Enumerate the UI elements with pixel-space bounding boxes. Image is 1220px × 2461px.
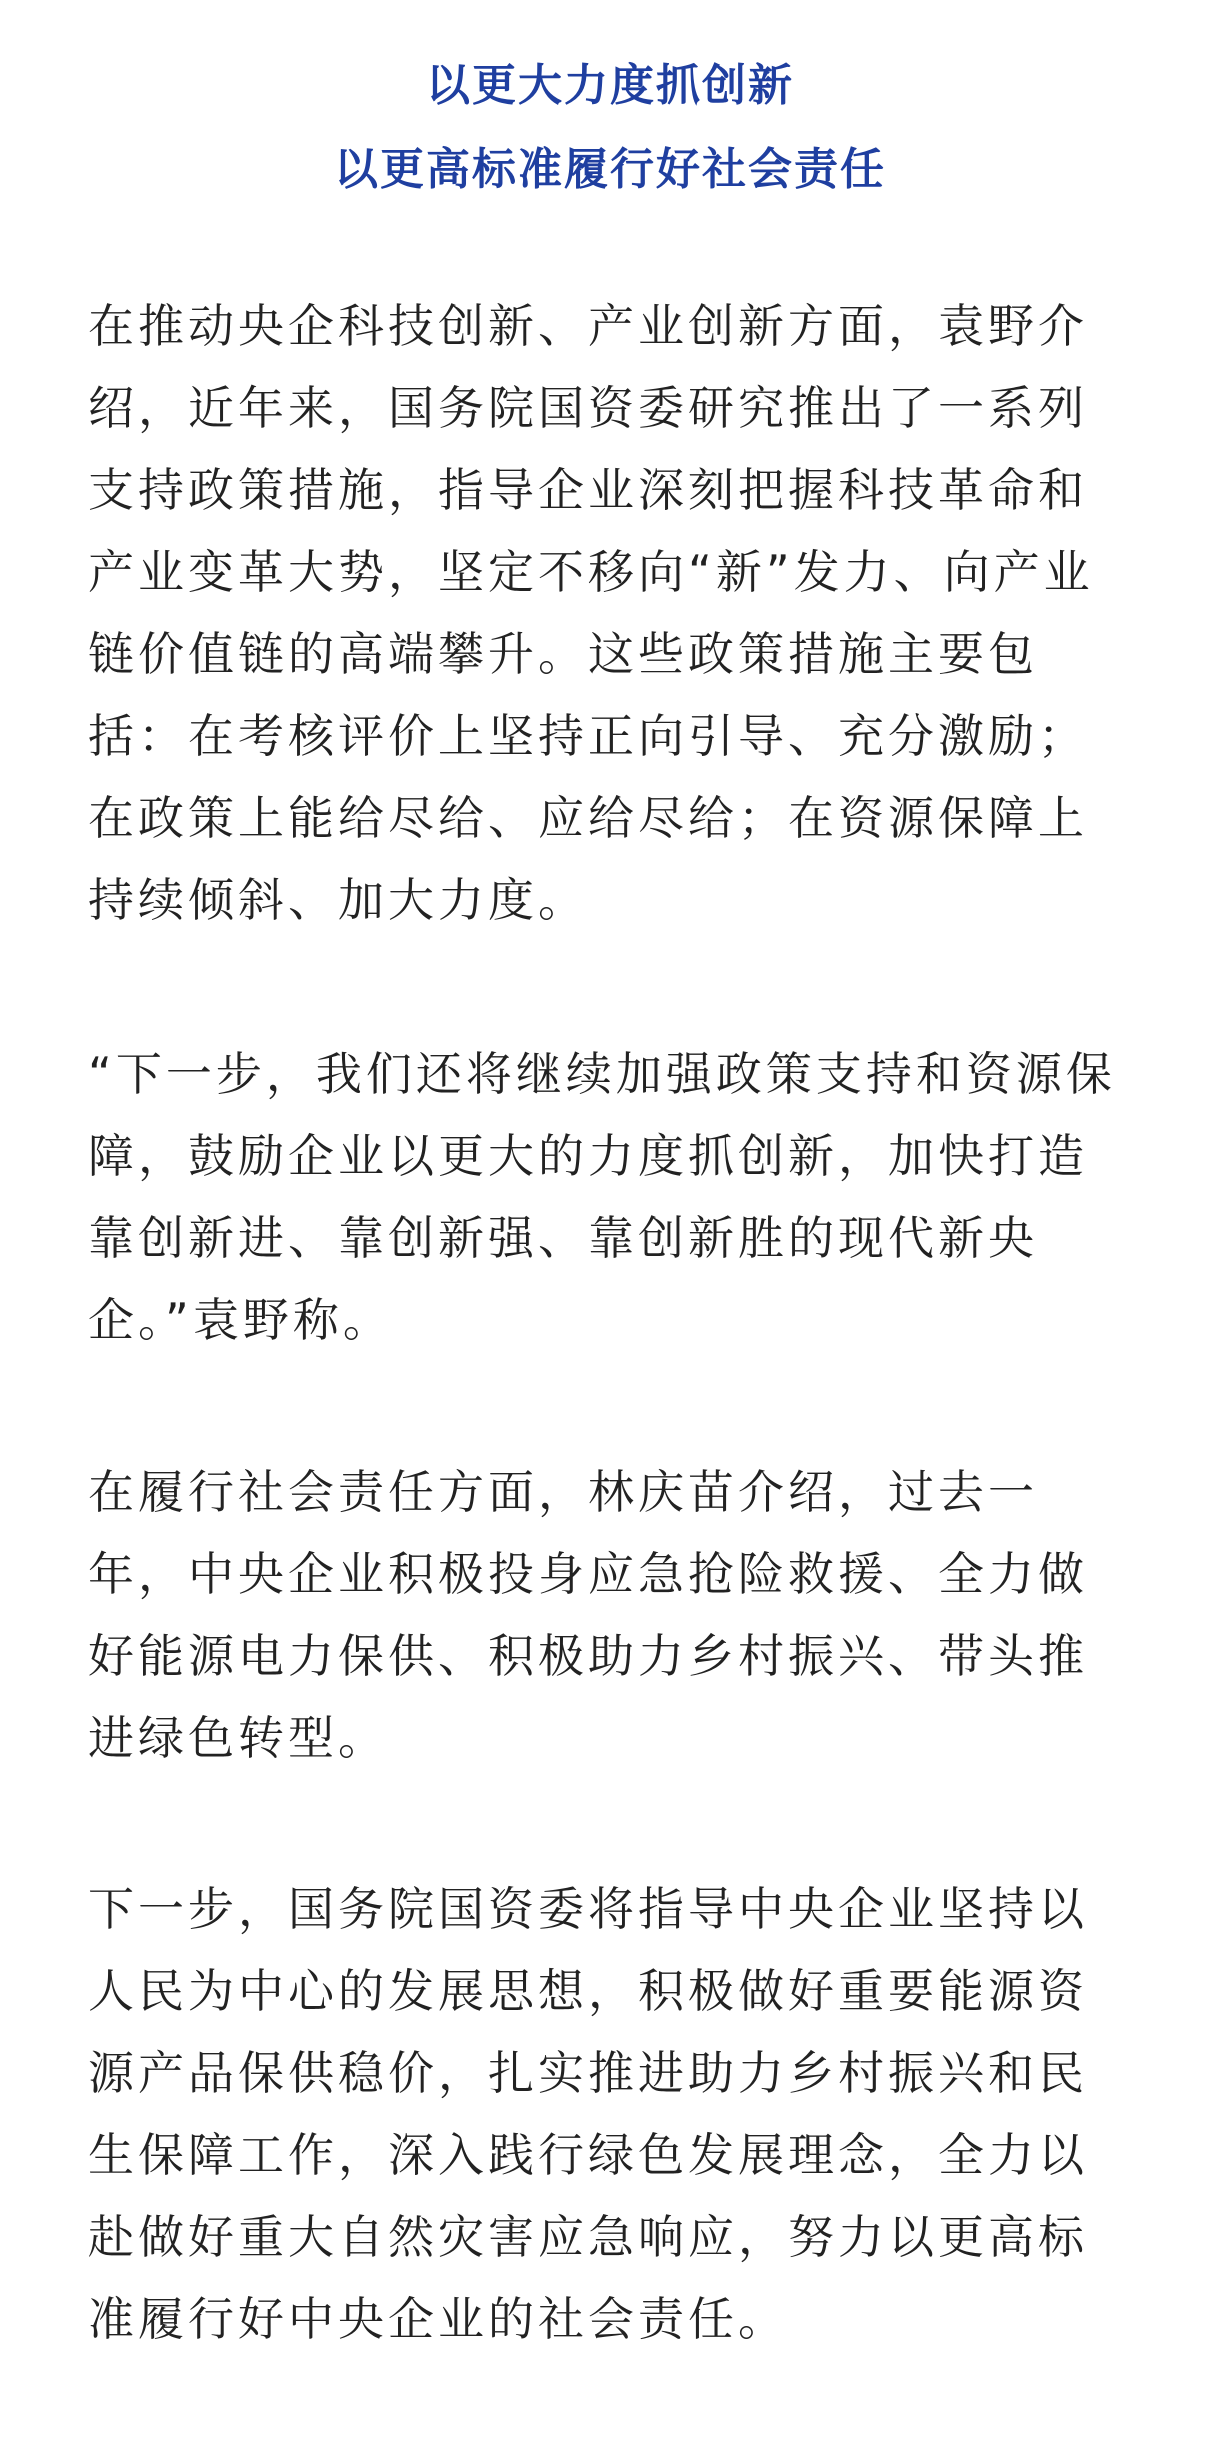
text-line: 生保障工作，深入践行绿色发展理念，全力以 — [88, 2128, 1088, 2182]
text-line: 在履行社会责任方面，林庆苗介绍，过去一 — [88, 1465, 1038, 1519]
text-line: 靠创新进、靠创新强、靠创新胜的现代新央 — [88, 1211, 1038, 1265]
text-line: 人民为中心的发展思想，积极做好重要能源资 — [88, 1964, 1088, 2018]
text-line: 障，鼓励企业以更大的力度抓创新，加快打造 — [88, 1129, 1088, 1183]
text-line: 持续倾斜、加大力度。 — [88, 873, 588, 927]
text-line: 绍，近年来，国务院国资委研究推出了一系列 — [88, 381, 1088, 435]
article-heading — [0, 44, 1220, 212]
text-line: 括：在考核评价上坚持正向引导、充分激励； — [88, 709, 1088, 763]
text-line: 准履行好中央企业的社会责任。 — [88, 2292, 788, 2346]
text-line: 产业变革大势，坚定不移向“新”发力、向产业 — [88, 545, 1094, 599]
paragraph-social-responsibility — [88, 1451, 1132, 1779]
text-line: 在政策上能给尽给、应给尽给；在资源保障上 — [88, 791, 1088, 845]
text-line: 在推动央企科技创新、产业创新方面，袁野介 — [88, 299, 1088, 353]
text-line: 企。”袁野称。 — [88, 1293, 393, 1347]
text-line: 支持政策措施，指导企业深刻把握科技革命和 — [88, 463, 1088, 517]
heading-line-1: 以更大力度抓创新 — [426, 60, 794, 111]
text-line: 下一步，国务院国资委将指导中央企业坚持以 — [88, 1882, 1088, 1936]
text-line: 进绿色转型。 — [88, 1711, 388, 1765]
text-line: 源产品保供稳价，扎实推进助力乡村振兴和民 — [88, 2046, 1088, 2100]
paragraph-future-guidance — [88, 1868, 1132, 2360]
text-line: 年，中央企业积极投身应急抢险救援、全力做 — [88, 1547, 1088, 1601]
text-line: “下一步，我们还将继续加强政策支持和资源保 — [88, 1047, 1116, 1101]
text-line: 赴做好重大自然灾害应急响应，努力以更高标 — [88, 2210, 1088, 2264]
text-line: 好能源电力保供、积极助力乡村振兴、带头推 — [88, 1629, 1088, 1683]
heading-line-2: 以更高标准履行好社会责任 — [334, 144, 886, 195]
paragraph-tech-innovation — [88, 285, 1132, 941]
paragraph-quote-next-step — [88, 1033, 1132, 1361]
text-line: 链价值链的高端攀升。这些政策措施主要包 — [88, 627, 1038, 681]
